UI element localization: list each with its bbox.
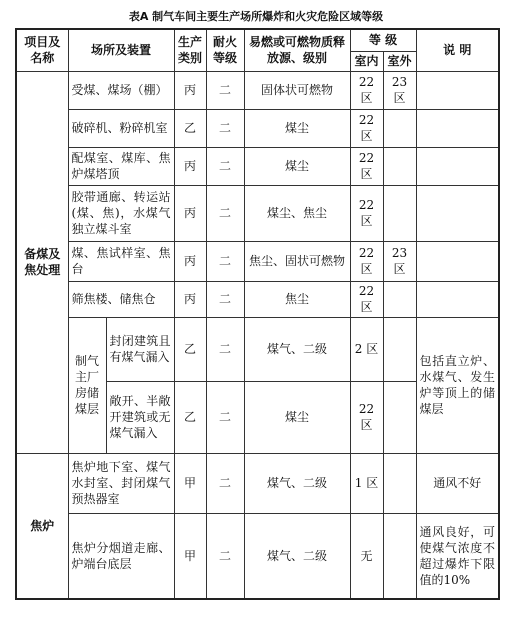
- place-cell: 受煤、煤场（棚）: [68, 71, 174, 109]
- indoor-cell: 22 区: [350, 241, 383, 281]
- group-coal-handling: 备煤及焦处理: [16, 71, 68, 453]
- fuel-cell: 煤气、二级: [244, 453, 350, 513]
- place-cell: 配煤室、煤库、焦炉煤塔顶: [68, 147, 174, 185]
- fire-rating-cell: 二: [206, 185, 244, 241]
- note-cell: 通风不好: [416, 453, 499, 513]
- indoor-cell: 22 区: [350, 281, 383, 317]
- table-row: [16, 317, 499, 381]
- outdoor-cell: [383, 109, 416, 147]
- table-row: [16, 513, 499, 599]
- indoor-cell: 无: [350, 513, 383, 599]
- indoor-cell: 1 区: [350, 453, 383, 513]
- header-place: 场所及装置: [68, 29, 174, 71]
- category-cell: 甲: [174, 513, 206, 599]
- table-row: [16, 281, 499, 317]
- hazard-area-table: [15, 28, 500, 600]
- indoor-cell: 2 区: [350, 317, 383, 381]
- table-row: [16, 109, 499, 147]
- indoor-cell: 22 区: [350, 71, 383, 109]
- fire-rating-cell: 二: [206, 513, 244, 599]
- fire-rating-cell: 二: [206, 147, 244, 185]
- outdoor-cell: [383, 281, 416, 317]
- category-cell: 丙: [174, 241, 206, 281]
- outdoor-cell: 23 区: [383, 241, 416, 281]
- note-cell: [416, 147, 499, 185]
- fuel-cell: 焦尘、固状可燃物: [244, 241, 350, 281]
- outdoor-cell: [383, 185, 416, 241]
- header-indoor: 室内: [350, 51, 383, 71]
- note-cell: [416, 185, 499, 241]
- fuel-cell: 固体状可燃物: [244, 71, 350, 109]
- fuel-cell: 煤气、二级: [244, 317, 350, 381]
- note-cell: 包括直立炉、水煤气、发生炉等顶上的储煤层: [416, 317, 499, 453]
- fire-rating-cell: 二: [206, 71, 244, 109]
- fire-rating-cell: 二: [206, 381, 244, 453]
- note-cell: [416, 241, 499, 281]
- category-cell: 丙: [174, 281, 206, 317]
- category-cell: 丙: [174, 147, 206, 185]
- table-row: [16, 147, 499, 185]
- indoor-cell: 22 区: [350, 147, 383, 185]
- place-cell: 破碎机、粉碎机室: [68, 109, 174, 147]
- fuel-cell: 煤尘: [244, 109, 350, 147]
- place-cell: 焦炉地下室、煤气水封室、封闭煤气预热器室: [68, 453, 174, 513]
- fire-rating-cell: 二: [206, 317, 244, 381]
- fuel-cell: 煤尘: [244, 381, 350, 453]
- place-cell: 封闭建筑且有煤气漏入: [106, 317, 174, 381]
- fire-rating-cell: 二: [206, 109, 244, 147]
- fire-rating-cell: 二: [206, 241, 244, 281]
- header-outdoor: 室外: [383, 51, 416, 71]
- fuel-cell: 煤尘、焦尘: [244, 185, 350, 241]
- group-coke-oven: 焦炉: [16, 453, 68, 599]
- note-cell: [416, 71, 499, 109]
- header-fire-rating: 耐火等级: [206, 29, 244, 71]
- note-cell: [416, 281, 499, 317]
- indoor-cell: 22 区: [350, 185, 383, 241]
- place-cell: 煤、焦试样室、焦台: [68, 241, 174, 281]
- place-cell: 胶带通廊、转运站(煤、焦)，水煤气独立煤斗室: [68, 185, 174, 241]
- table-row: [16, 241, 499, 281]
- fire-rating-cell: 二: [206, 453, 244, 513]
- indoor-cell: 22 区: [350, 109, 383, 147]
- table-row: [16, 185, 499, 241]
- category-cell: 丙: [174, 185, 206, 241]
- note-cell: [416, 109, 499, 147]
- fuel-cell: 煤尘: [244, 147, 350, 185]
- table-row: [16, 453, 499, 513]
- table-row: [16, 71, 499, 109]
- group-storage-layer: 制气主厂房储煤层: [68, 317, 106, 453]
- category-cell: 乙: [174, 381, 206, 453]
- outdoor-cell: [383, 147, 416, 185]
- note-cell: 通风良好，可使煤气浓度不超过爆炸下限值的10%: [416, 513, 499, 599]
- fuel-cell: 焦尘: [244, 281, 350, 317]
- outdoor-cell: [383, 317, 416, 381]
- fuel-cell: 煤气、二级: [244, 513, 350, 599]
- header-note: 说 明: [416, 29, 499, 71]
- place-cell: 焦炉分烟道走廊、炉端台底层: [68, 513, 174, 599]
- header-item: 项目及名称: [16, 29, 68, 71]
- category-cell: 甲: [174, 453, 206, 513]
- header-fuel-source: 易燃或可燃物质释放源、级别: [244, 29, 350, 71]
- outdoor-cell: [383, 513, 416, 599]
- category-cell: 乙: [174, 109, 206, 147]
- outdoor-cell: [383, 453, 416, 513]
- header-production-category: 生产类别: [174, 29, 206, 71]
- table-caption: 表A 制气车间主要生产场所爆炸和火灾危险区域等级: [128, 10, 384, 23]
- place-cell: 敞开、半敞开建筑或无煤气漏入: [106, 381, 174, 453]
- place-cell: 筛焦楼、储焦仓: [68, 281, 174, 317]
- category-cell: 丙: [174, 71, 206, 109]
- fire-rating-cell: 二: [206, 281, 244, 317]
- outdoor-cell: 23 区: [383, 71, 416, 109]
- category-cell: 乙: [174, 317, 206, 381]
- header-grade: 等 级: [350, 29, 416, 51]
- indoor-cell: 22 区: [350, 381, 383, 453]
- outdoor-cell: [383, 381, 416, 453]
